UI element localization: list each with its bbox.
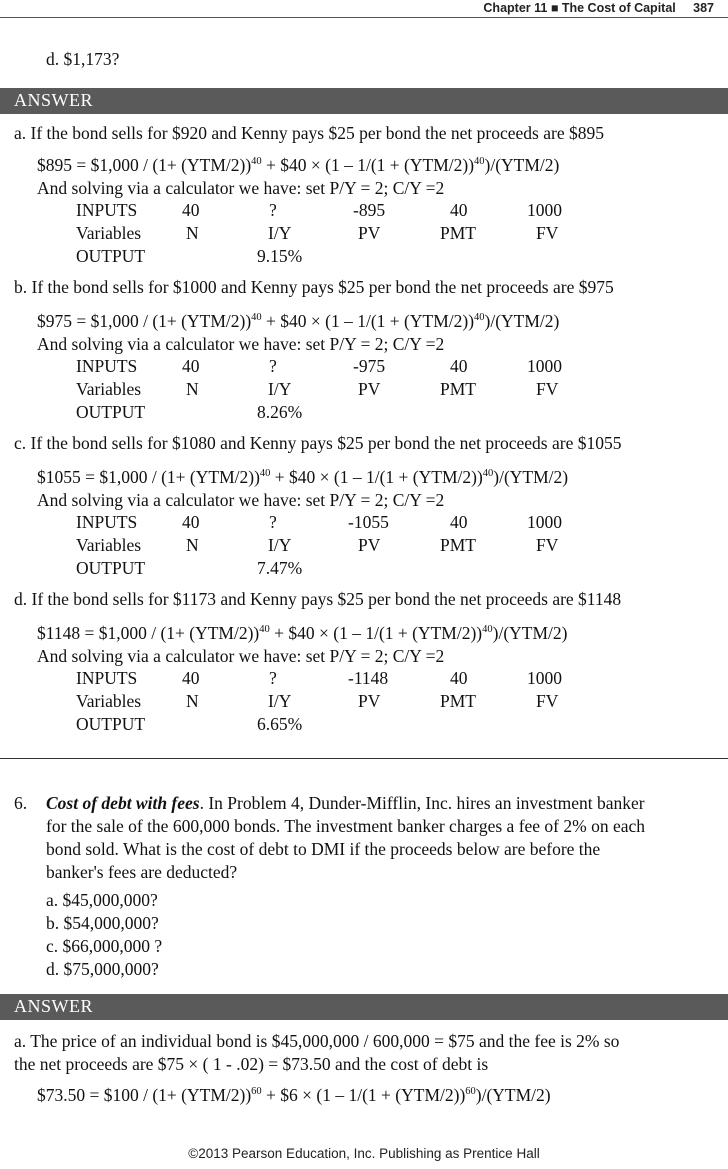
option-a: a. $45,000,000? [46,890,158,910]
problem-line-3: bond sold. What is the cost of debt to DMI if the proceeds below are before the [46,839,601,859]
bond-equation: $1148 = $1,000 / $(1+ (YTM/2))^{40}$ + $40 × $(1 - 1/(1 + (YTM/2))^{40})/(YTM/2)$ [37,623,568,643]
chapter-title: The Cost of Capital [561,1,676,15]
solving-note: And solving via a calculator we have: set P/Y = 2; C/Y =2 [37,646,445,666]
answer-banner [0,88,728,114]
option-b: b. $54,000,000? [46,913,159,933]
problem-title: Cost of debt with fees [46,793,200,813]
solving-note: And solving via a calculator we have: set P/Y = 2; C/Y =2 [37,490,445,510]
part-intro: c. If the bond sells for $1080 and Kenny pays $25 per bond the net proceeds are $1055 [14,433,622,453]
separator-icon: ■ [550,1,559,15]
solving-note: And solving via a calculator we have: set P/Y = 2; C/Y =2 [37,178,445,198]
page-footer: ©2013 Pearson Education, Inc. Publishing as Prentice Hall [188,1146,540,1161]
chapter-label: Chapter 11 [483,1,548,15]
option-c: c. $66,000,000 ? [46,936,163,956]
solving-note: And solving via a calculator we have: set P/Y = 2; C/Y =2 [37,334,445,354]
problem-line-4: banker's fees are deducted? [46,862,238,882]
answer-line-1: a. The price of an individual bond is $45,000,000 / 600,000 = $75 and the fee is 2% so [14,1031,620,1051]
option-d: d. $75,000,000? [46,959,159,979]
bond-equation: $895 = $1,000 / $(1+ (YTM/2))^{40}$ + $40 × $(1 - 1/(1 + (YTM/2))^{40})/(YTM/2)$ [37,155,560,175]
problem-line-2: for the sale of the 600,000 bonds. The investment banker charges a fee of 2% on each [46,816,646,836]
answer-banner-2 [0,994,728,1020]
option-d: d. $1,173? [46,49,120,69]
section-divider [0,758,728,759]
page-number: 387 [693,1,714,15]
answer-label: ANSWER [14,996,93,1016]
answer-label: ANSWER [14,90,93,110]
bond-equation: $73.50 = $100 / $(1+ (YTM/2))^{60}$ + $6 × $(1 - 1/(1 + (YTM/2))^{60})/(YTM/2)$ [37,1085,551,1105]
bond-equation: $975 = $1,000 / $(1+ (YTM/2))^{40}$ + $40 × $(1 - 1/(1 + (YTM/2))^{40})/(YTM/2)$ [37,311,560,331]
running-header [483,0,714,16]
problem-number: 6. [14,793,28,813]
problem-line-1: Cost of debt with fees. In Problem 4, Dunder-Mifflin, Inc. hires an investment banker [46,793,645,813]
part-intro: d. If the bond sells for $1173 and Kenny pays $25 per bond the net proceeds are $1148 [14,589,622,609]
answer-line-2: the net proceeds are $75 × ( 1 - .02) = $73.50 and the cost of debt is [14,1054,489,1074]
part-intro: b. If the bond sells for $1000 and Kenny pays $25 per bond the net proceeds are $975 [14,277,614,297]
part-intro: a. If the bond sells for $920 and Kenny pays $25 per bond the net proceeds are $895 [14,123,604,143]
header-rule [0,17,728,18]
bond-equation: $1055 = $1,000 / $(1+ (YTM/2))^{40}$ + $40 × $(1 - 1/(1 + (YTM/2))^{40})/(YTM/2)$ [37,467,569,487]
